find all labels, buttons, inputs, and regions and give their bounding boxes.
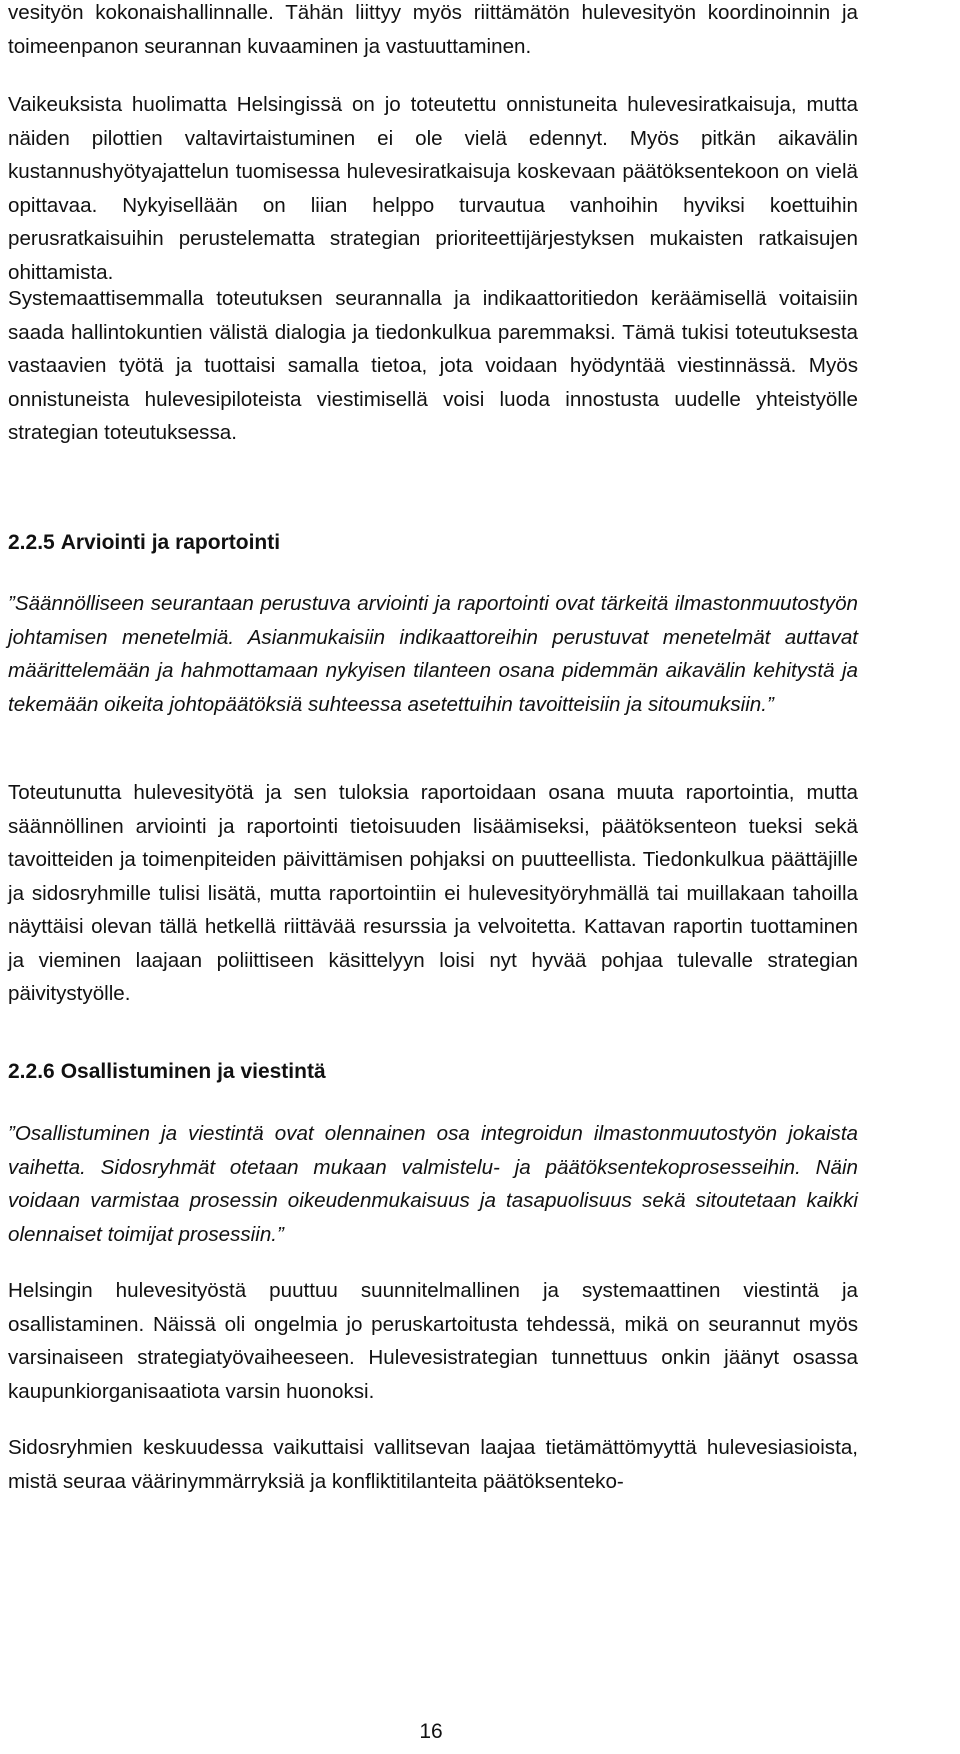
- section-heading-2-2-6: [8, 1058, 326, 1086]
- section-title: Arviointi ja raportointi: [60, 531, 281, 554]
- paragraph-intro-continuation: vesityön kokonaishallinnalle. Tähän liittyy myös riittämätön hulevesityön koordinoinnin ja toimeenpanon seurannan kuvaaminen ja vastuuttaminen.: [8, 1, 858, 58]
- section-title: Osallistuminen ja viestintä: [60, 1060, 326, 1083]
- paragraph-reporting: Toteutunutta hulevesityötä ja sen tuloksia raportoidaan osana muuta raportointia, mutta säännöllinen arviointi ja raportointi tietoisuuden lisäämiseksi, päätöksenteon tueksi sekä tavoitteiden ja toimenpiteiden päivittämisen pohjaksi on puutteellista. Tiedonkulkua päättäjille ja sidosryhmille tulisi lisätä, mutta raportointiin ei hulevesityöryhmällä tai muillakaan tahoilla näyttäisi olevan tällä hetkellä riittävää resurssia ja velvoitetta. Kattavan raportin tuottaminen ja vieminen laajaan poliittiseen käsittelyyn loisi nyt hyvää pohjaa tulevalle strategian päivitystyölle.: [8, 781, 858, 1005]
- paragraph-communication: Helsingin hulevesityöstä puuttuu suunnitelmallinen ja systemaattinen viestintä ja osallistaminen. Näissä oli ongelmia jo peruskartoitusta tehdessä, mikä on seurannut myös varsinaiseen strategiatyövaiheeseen. Hulevesistrategian tunnettuus onkin jäänyt osassa kaupunkiorganisaatiota varsin huonoksi.: [8, 1279, 858, 1403]
- quote-participation: ”Osallistuminen ja viestintä ovat olennainen osa integroidun ilmastonmuutostyön jokaista vaihetta. Sidosryhmät otetaan mukaan valmistelu- ja päätöksentekoprosesseihin. Näin voidaan varmistaa prosessin oikeudenmukaisuus ja tasapuolisuus sekä sitoutetaan kaikki olennaiset toimijat prosessiin.”: [8, 1122, 858, 1246]
- section-number: 2.2.5: [8, 531, 55, 554]
- paragraph-stakeholders: Sidosryhmien keskuudessa vaikuttaisi vallitsevan laajaa tietämättömyyttä hulevesiasioista, mistä seuraa väärinymmärryksiä ja konfliktitilanteita päätöksenteko-: [8, 1436, 858, 1493]
- quote-assessment: ”Säännölliseen seurantaan perustuva arviointi ja raportointi ovat tärkeitä ilmastonmuutostyön johtamisen menetelmiä. Asianmukaisiin indikaattoreihin perustuvat menetelmät auttavat määrittelemään ja hahmottamaan nykyisen tilanteen osana pidemmän aikavälin kehitystä ja tekemään oikeita johtopäätöksiä suhteessa asetettuihin tavoitteisiin ja sitoumuksiin.”: [8, 592, 858, 716]
- paragraph-pilots: Vaikeuksista huolimatta Helsingissä on jo toteutettu onnistuneita hulevesiratkaisuja, mutta näiden pilottien valtavirtaistuminen ei ole vielä edennyt. Myös pitkän aikavälin kustannushyötyajattelun tuomisessa hulevesiratkaisuja koskevaan päätöksentekoon on vielä opittavaa. Nykyisellään on liian helppo turvautua vanhoihin hyviksi koettuihin perusratkaisuihin perustelematta strategian prioriteettijärjestyksen mukaisten ratkaisujen ohittamista.: [8, 93, 858, 284]
- page-number: 16: [419, 1720, 443, 1743]
- section-number: 2.2.6: [8, 1060, 55, 1083]
- paragraph-monitoring: Systemaattisemmalla toteutuksen seurannalla ja indikaattoritiedon keräämisellä voitaisiin saada hallintokuntien välistä dialogia ja tiedonkulkua paremmaksi. Tämä tukisi toteutuksesta vastaavien työtä ja tuottaisi samalla tietoa, jota voidaan hyödyntää viestinnässä. Myös onnistuneista hulevesipiloteista viestimisellä voisi luoda innostusta uudelle yhteistyölle strategian toteutuksessa.: [8, 287, 858, 444]
- section-heading-2-2-5: [8, 529, 280, 557]
